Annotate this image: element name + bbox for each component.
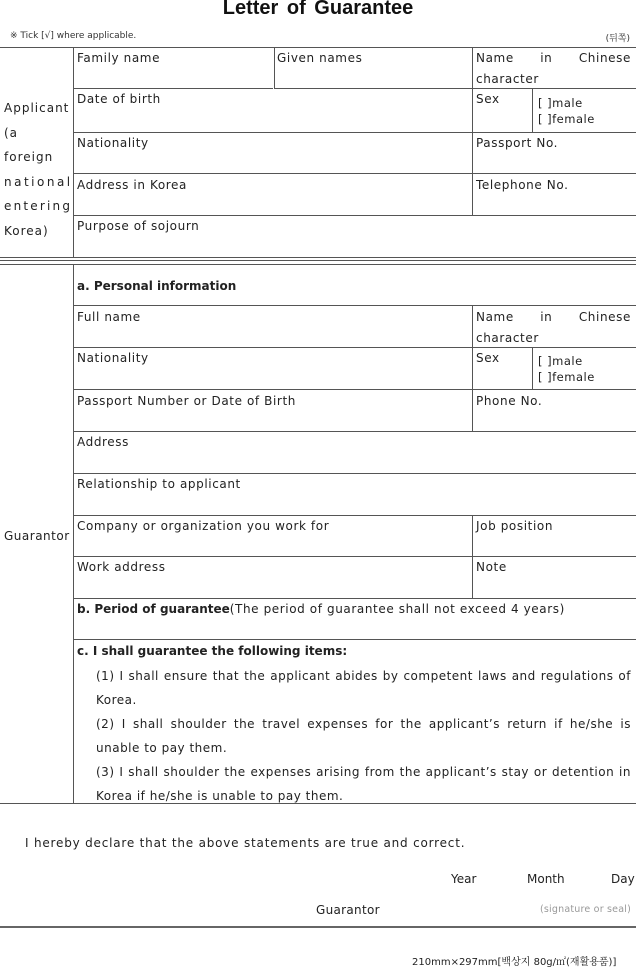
g-row-line-5: [73, 515, 636, 516]
phone-no-label: Phone No.: [476, 394, 543, 408]
applicant-bottom-border-2: [0, 260, 636, 261]
applicant-side-label: [4, 96, 73, 243]
applicant-top-border: [0, 47, 636, 48]
date-of-birth-label: Date of birth: [77, 92, 161, 106]
applicant-right-divider: [472, 47, 473, 215]
applicant-side-line-3: national: [4, 174, 73, 189]
guarantee-item-1-text: I shall ensure that the applicant abides by competent laws and regulations of Korea.: [96, 669, 631, 707]
date-day-label: Day: [611, 872, 635, 886]
declaration-text: I hereby declare that the above statements are true and correct.: [25, 836, 466, 850]
applicant-bottom-border-1: [0, 257, 636, 258]
g-row-line-8: [73, 639, 636, 640]
guarantee-item-1: [96, 664, 631, 712]
company-label: Company or organization you work for: [77, 519, 330, 533]
g-row-line-7: [73, 598, 636, 599]
guarantor-address-label: Address: [77, 435, 129, 449]
guarantee-item-2-text: I shall shoulder the travel expenses for the applicant’s return if he/she is unable to pay them.: [96, 717, 631, 755]
guarantee-item-3-text: I shall shoulder the expenses arising from the applicant’s stay or detention in Korea if he/she is unable to pay them.: [96, 765, 631, 803]
g-row-line-1: [73, 347, 636, 348]
guarantee-items-heading: c. I shall guarantee the following items:: [77, 644, 348, 658]
period-heading: b. Period of guarantee: [77, 602, 230, 616]
period-of-guarantee: [77, 602, 565, 616]
date-month-label: Month: [527, 872, 565, 886]
guarantee-item-2: [96, 712, 631, 760]
guarantor-chinese-name-label: [476, 310, 631, 324]
guarantor-nationality-label: Nationality: [77, 351, 149, 365]
passport-or-dob-label: Passport Number or Date of Birth: [77, 394, 296, 408]
guarantee-item-3-num: (3): [96, 765, 115, 779]
personal-information-heading: a. Personal information: [77, 279, 237, 293]
date-year-label: Year: [451, 872, 477, 886]
row-line-1a: [73, 88, 273, 89]
g-row-line-2: [73, 389, 636, 390]
guarantee-item-1-num: (1): [96, 669, 115, 683]
applicant-side-line-1: Applicant: [4, 101, 70, 115]
note-label: Note: [476, 560, 507, 574]
g-row-line-6: [73, 556, 636, 557]
telephone-no-label: Telephone No.: [476, 178, 569, 192]
name-divider: [274, 47, 275, 88]
purpose-of-sojourn-label: Purpose of sojourn: [77, 219, 200, 233]
applicant-chinese-name-text: Name in Chinese: [476, 51, 631, 65]
guarantor-side-label: Guarantor: [4, 529, 70, 543]
g-row-line-0: [73, 305, 636, 306]
applicant-chinese-name-label: [476, 51, 631, 65]
page-title: Letter of Guarantee: [222, 0, 414, 19]
applicant-male-checkbox[interactable]: [ ]male: [538, 96, 583, 110]
g-row-line-4: [73, 473, 636, 474]
applicant-sex-label: Sex: [476, 92, 500, 106]
applicant-nationality-label: Nationality: [77, 136, 149, 150]
job-position-label: Job position: [476, 519, 554, 533]
address-in-korea-label: Address in Korea: [77, 178, 187, 192]
guarantor-side-divider: [73, 264, 74, 803]
footer-rule: [0, 926, 636, 928]
signature-seal-hint: (signature or seal): [540, 904, 631, 915]
guarantee-item-2-num: (2): [96, 717, 115, 731]
applicant-side-line-5: Korea): [4, 223, 49, 238]
row-line-1b: [274, 88, 636, 89]
applicant-side-divider: [73, 47, 74, 257]
tick-note: ※ Tick [√] where applicable.: [10, 31, 137, 41]
full-name-label: Full name: [77, 310, 141, 324]
work-address-label: Work address: [77, 560, 166, 574]
family-name-label: Family name: [77, 51, 161, 65]
guarantor-chinese-name-line2: character: [476, 331, 539, 345]
row-line-4: [73, 215, 636, 216]
relationship-label: Relationship to applicant: [77, 477, 241, 491]
guarantor-chinese-name-text: Name in Chinese: [476, 310, 631, 324]
g-right-divider-2: [472, 389, 473, 431]
back-note: (뒤쪽): [605, 34, 630, 44]
applicant-female-checkbox[interactable]: [ ]female: [538, 112, 595, 126]
applicant-chinese-name-line2: character: [476, 72, 539, 86]
row-line-3: [73, 173, 636, 174]
paper-spec: 210mm×297mm[백상지 80g/㎡(재활용품)]: [412, 957, 617, 968]
g-sex-divider: [532, 347, 533, 389]
guarantor-top-border: [0, 264, 636, 265]
applicant-side-line-2: (a foreign: [4, 125, 54, 164]
passport-no-label: Passport No.: [476, 136, 559, 150]
row-line-2: [73, 132, 636, 133]
guarantor-sex-label: Sex: [476, 351, 500, 365]
applicant-chinese-name-line1: [476, 51, 631, 65]
g-row-line-3: [73, 431, 636, 432]
guarantor-female-checkbox[interactable]: [ ]female: [538, 370, 595, 384]
period-note: (The period of guarantee shall not exceed 4 years): [229, 602, 565, 616]
applicant-side-line-4: entering: [4, 199, 73, 213]
guarantor-male-checkbox[interactable]: [ ]male: [538, 354, 583, 368]
given-names-label: Given names: [277, 51, 363, 65]
applicant-sex-divider: [532, 88, 533, 132]
signature-guarantor-label: Guarantor: [316, 903, 380, 917]
guarantee-item-3: [96, 760, 631, 808]
